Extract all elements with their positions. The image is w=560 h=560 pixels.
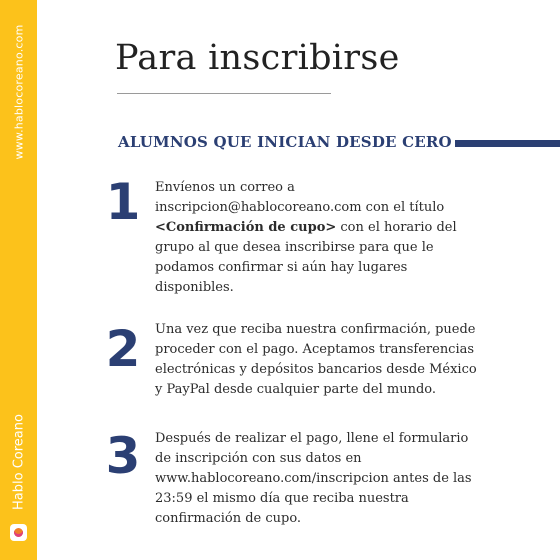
title-divider [117, 93, 331, 94]
sidebar-brand-name: Hablo Coreano [11, 414, 27, 510]
sidebar-url-container [0, 0, 37, 180]
step-1-text-start: Envíenos un correo a inscripcion@hablocoreano.com con el título [155, 180, 445, 215]
step-1-subject-line: <Confirmación de cupo> [155, 220, 337, 235]
step-number-3: 3 [105, 427, 141, 485]
step-number-1: 1 [105, 173, 141, 231]
page-title: Para inscribirse [115, 38, 400, 78]
step-text-3: Después de realizar el pago, llene el formulario de inscripción con sus datos en www.hablocoreano.com/inscripcion antes de las 23:59 el mismo día que reciba nuestra confirmación de cupo. [155, 431, 472, 526]
sidebar-brand-container [0, 400, 37, 530]
heading-accent-bar [455, 140, 560, 147]
step-text-1 [155, 178, 485, 298]
step-1-text-end: con el horario del grupo al que desea inscribirse para que le podamos confirmar si aún hay lugares disponibles. [155, 220, 457, 295]
sidebar-website-url[interactable]: www.hablocoreano.com [12, 24, 26, 160]
step-text-2: Una vez que reciba nuestra confirmación, puede proceder con el pago. Aceptamos transferencias electrónicas y depósitos bancarios desde México y PayPal desde cualquier parte del mundo. [155, 322, 477, 397]
section-heading: ALUMNOS QUE INICIAN DESDE CERO [118, 133, 452, 151]
hablocoreano-logo-icon [10, 524, 27, 541]
step-number-2: 2 [105, 320, 141, 378]
brand-sidebar [0, 0, 37, 560]
